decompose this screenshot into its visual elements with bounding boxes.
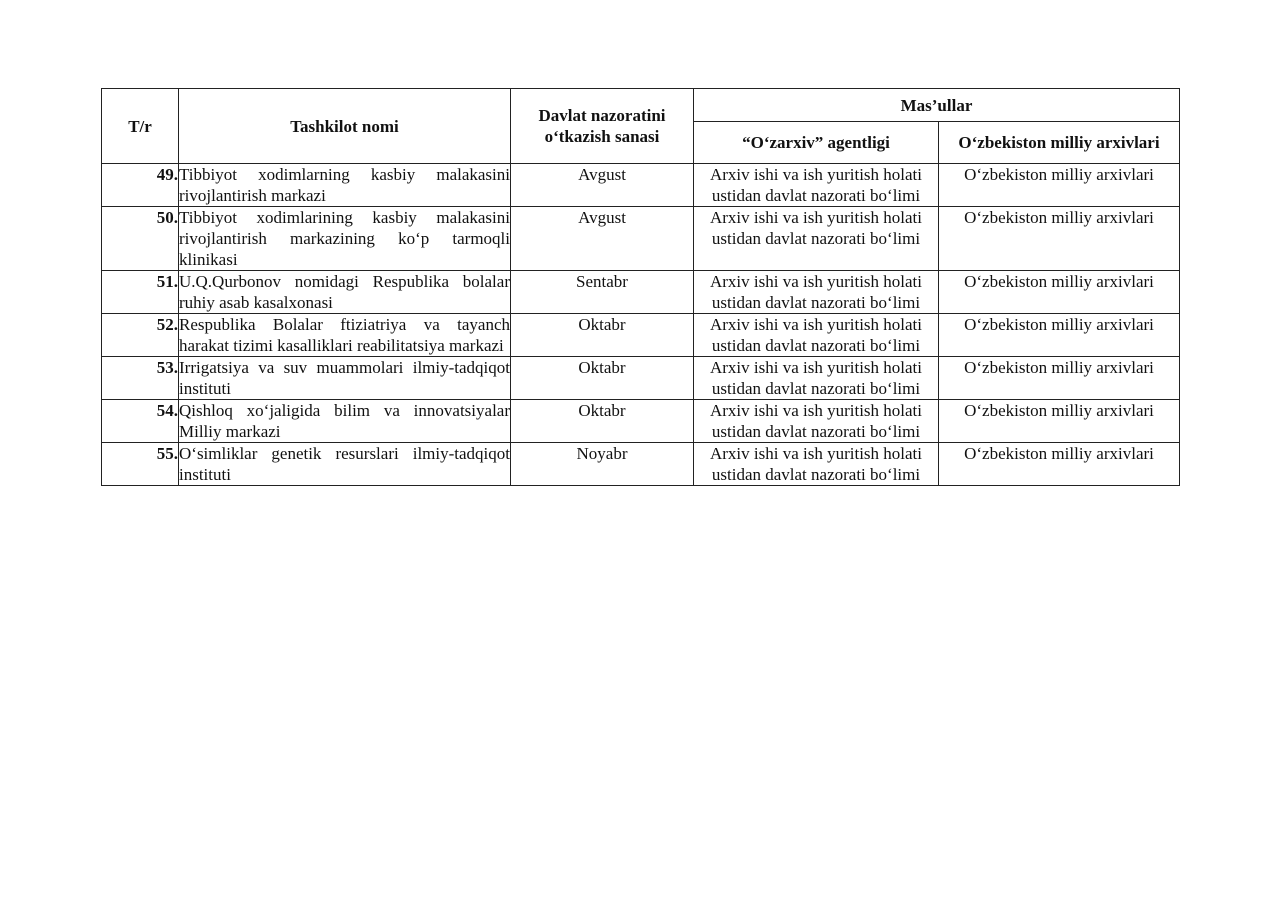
table-row bbox=[102, 443, 1180, 486]
inspection-month: Oktabr bbox=[511, 357, 694, 400]
responsible-archive: O‘zbekiston milliy arxivlari bbox=[939, 357, 1180, 400]
table-row bbox=[102, 271, 1180, 314]
row-number: 54. bbox=[102, 400, 179, 443]
inspection-schedule-table bbox=[101, 88, 1180, 486]
organization-name: Tibbiyot xodimlarning kasbiy malakasini rivojlantirish markazi bbox=[179, 165, 510, 205]
organization-name: Irrigatsiya va suv muammolari ilmiy-tadqiqot instituti bbox=[179, 358, 510, 398]
row-number: 55. bbox=[102, 443, 179, 486]
row-number: 51. bbox=[102, 271, 179, 314]
responsible-archive: O‘zbekiston milliy arxivlari bbox=[939, 271, 1180, 314]
responsible-department: Arxiv ishi va ish yuritish holati ustidan davlat nazorati bo‘limi bbox=[694, 271, 939, 314]
table-row bbox=[102, 314, 1180, 357]
organization-name: U.Q.Qurbonov nomidagi Respublika bolalar ruhiy asab kasalxonasi bbox=[179, 272, 510, 312]
organization-name: O‘simliklar genetik resurslari ilmiy-tadqiqot instituti bbox=[179, 444, 510, 484]
responsible-department: Arxiv ishi va ish yuritish holati ustidan davlat nazorati bo‘limi bbox=[694, 443, 939, 486]
inspection-month: Noyabr bbox=[511, 443, 694, 486]
header-tr: T/r bbox=[102, 89, 179, 164]
table-row bbox=[102, 357, 1180, 400]
organization-name: Respublika Bolalar ftiziatriya va tayanch harakat tizimi kasalliklari reabilitatsiya markazi bbox=[179, 315, 510, 355]
row-number: 52. bbox=[102, 314, 179, 357]
table-body bbox=[102, 164, 1180, 486]
table-row bbox=[102, 164, 1180, 207]
responsible-department: Arxiv ishi va ish yuritish holati ustidan davlat nazorati bo‘limi bbox=[694, 207, 939, 271]
table-row bbox=[102, 207, 1180, 271]
header-agency: “O‘zarxiv” agentligi bbox=[694, 122, 939, 164]
responsible-archive: O‘zbekiston milliy arxivlari bbox=[939, 207, 1180, 271]
inspection-month: Sentabr bbox=[511, 271, 694, 314]
responsible-department: Arxiv ishi va ish yuritish holati ustidan davlat nazorati bo‘limi bbox=[694, 357, 939, 400]
row-number: 49. bbox=[102, 164, 179, 207]
responsible-department: Arxiv ishi va ish yuritish holati ustidan davlat nazorati bo‘limi bbox=[694, 164, 939, 207]
row-number: 50. bbox=[102, 207, 179, 271]
header-responsible: Mas’ullar bbox=[694, 89, 1180, 122]
responsible-department: Arxiv ishi va ish yuritish holati ustidan davlat nazorati bo‘limi bbox=[694, 314, 939, 357]
header-org-name: Tashkilot nomi bbox=[179, 89, 511, 164]
responsible-archive: O‘zbekiston milliy arxivlari bbox=[939, 443, 1180, 486]
inspection-month: Oktabr bbox=[511, 400, 694, 443]
inspection-month: Avgust bbox=[511, 164, 694, 207]
organization-name: Qishloq xo‘jaligida bilim va innovatsiyalar Milliy markazi bbox=[179, 401, 510, 441]
table-header bbox=[102, 89, 1180, 164]
inspection-month: Oktabr bbox=[511, 314, 694, 357]
inspection-month: Avgust bbox=[511, 207, 694, 271]
row-number: 53. bbox=[102, 357, 179, 400]
responsible-archive: O‘zbekiston milliy arxivlari bbox=[939, 400, 1180, 443]
organization-name: Tibbiyot xodimlarining kasbiy malakasini rivojlantirish markazining ko‘p tarmoqli klinikasi bbox=[179, 208, 510, 269]
header-row bbox=[102, 89, 1180, 122]
header-date: Davlat nazoratini o‘tkazish sanasi bbox=[511, 89, 694, 164]
table-row bbox=[102, 400, 1180, 443]
responsible-archive: O‘zbekiston milliy arxivlari bbox=[939, 314, 1180, 357]
responsible-department: Arxiv ishi va ish yuritish holati ustidan davlat nazorati bo‘limi bbox=[694, 400, 939, 443]
header-archives: O‘zbekiston milliy arxivlari bbox=[939, 122, 1180, 164]
responsible-archive: O‘zbekiston milliy arxivlari bbox=[939, 164, 1180, 207]
